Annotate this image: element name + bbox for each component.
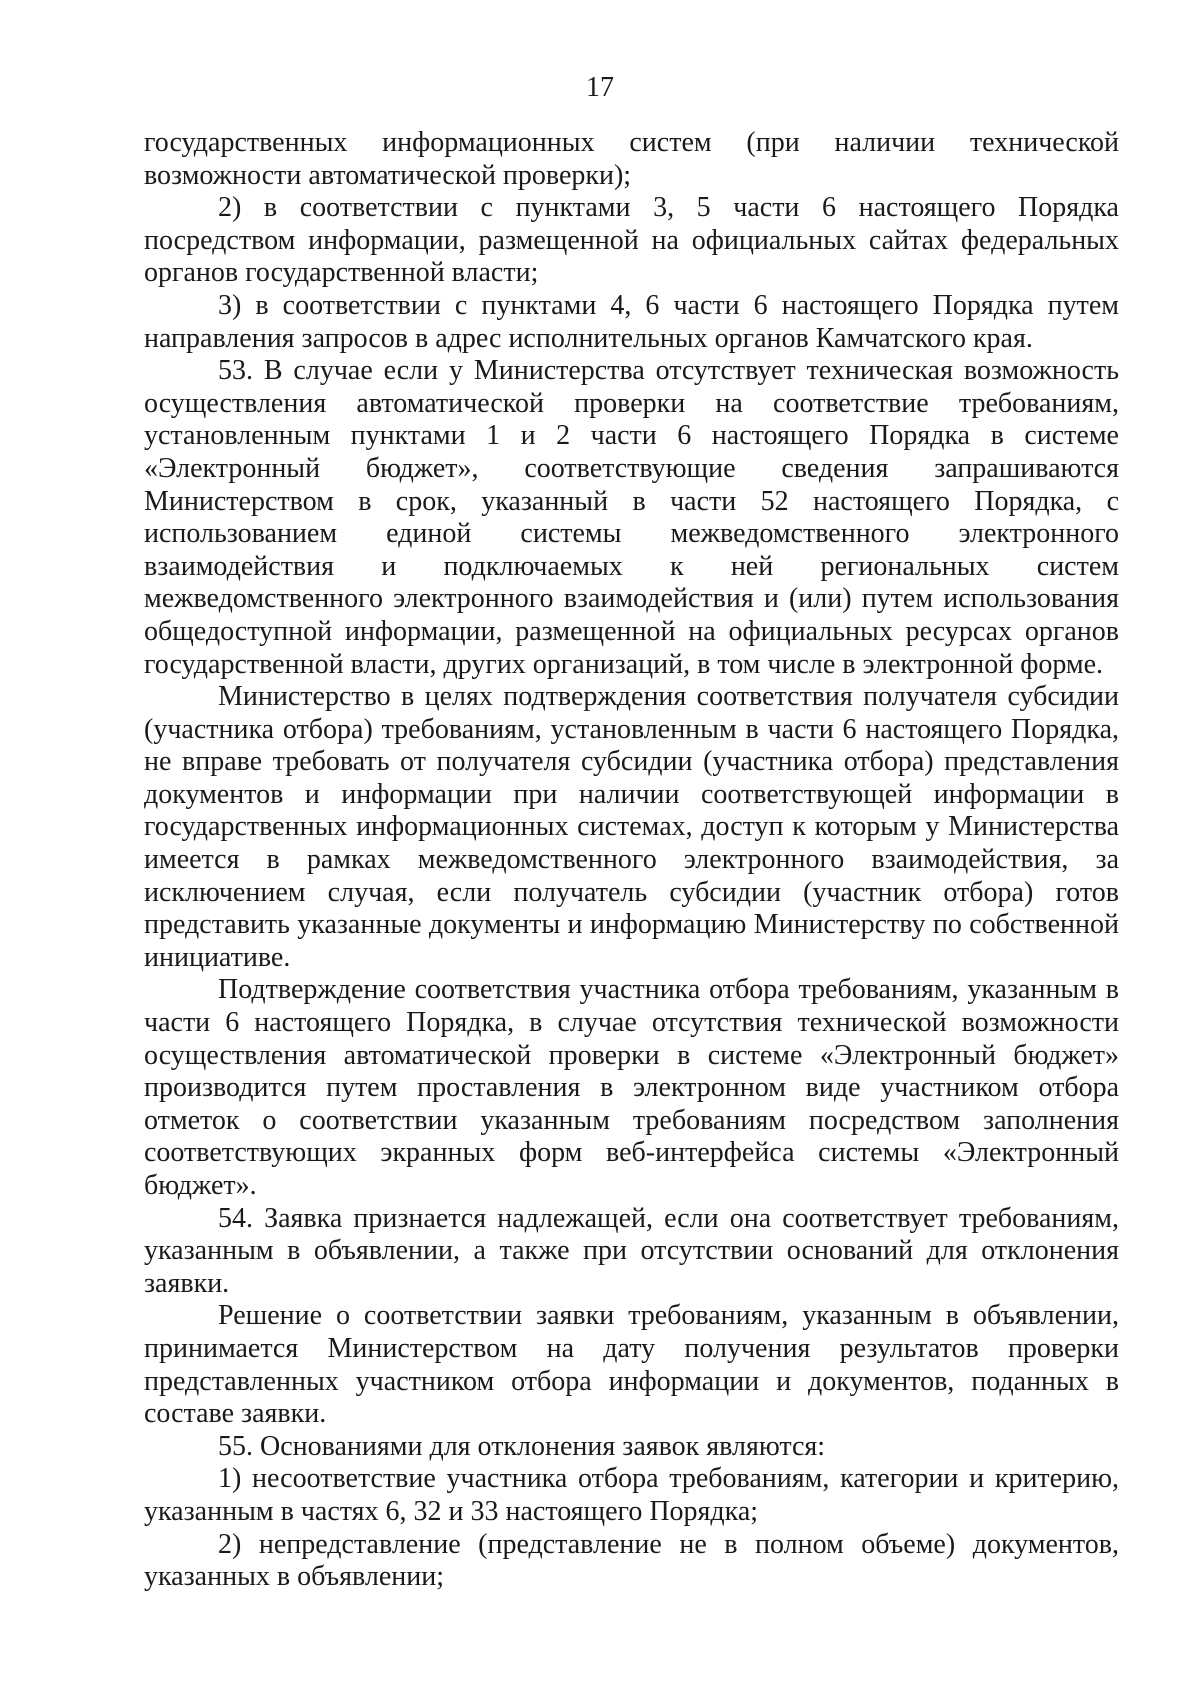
document-body [144, 127, 1119, 1594]
paragraph-item-3: 3) в соответствии с пунктами 4, 6 части 6 настоящего Порядка путем направления запросов в адрес исполнительных органов Камчатского края. [144, 289, 1119, 354]
paragraph-clause-54: 54. Заявка признается надлежащей, если она соответствует требованиям, указанным в объявлении, а также при отсутствии оснований для отклонения заявки. [144, 1202, 1119, 1299]
page-number: 17 [586, 72, 614, 103]
paragraph-reason-2: 2) непредставление (представление не в полном объеме) документов, указанных в объявлении; [144, 1528, 1119, 1593]
paragraph-clause-55: 55. Основаниями для отклонения заявок являются: [218, 1430, 826, 1462]
paragraph-ministry-requirements: Министерство в целях подтверждения соответствия получателя субсидии (участника отбора) требованиям, установленным в части 6 настоящего Порядка, не вправе требовать от получателя субсидии (участника отбора) представления документов и информации при наличии соответствующей информации в государственных информационных системах, доступ к которым у Министерства имеется в рамках межведомственного электронного взаимодействия, за исключением случая, если получатель субсидии (участник отбора) готов представить указанные документы и информацию Министерству по собственной инициативе. [144, 681, 1119, 973]
paragraph-clause-53: 53. В случае если у Министерства отсутствует техническая возможность осуществления автоматической проверки на соответствие требованиям, установленным пунктами 1 и 2 части 6 настоящего Порядка в системе «Электронный бюджет», соответствующие сведения запрашиваются Министерством в срок, указанный в части 52 настоящего Порядка, с использованием единой системы межведомственного электронного взаимодействия и подключаемых к ней региональных систем межведомственного электронного взаимодействия и (или) путем использования общедоступной информации, размещенной на официальных ресурсах органов государственной власти, других организаций, в том числе в электронной форме. [144, 355, 1119, 680]
paragraph-decision: Решение о соответствии заявки требованиям, указанным в объявлении, принимается Министерством на дату получения результатов проверки представленных участником отбора информации и документов, поданных в составе заявки. [144, 1300, 1119, 1430]
paragraph-item-2: 2) в соответствии с пунктами 3, 5 части 6 настоящего Порядка посредством информации, размещенной на официальных сайтах федеральных органов государственной власти; [144, 192, 1119, 289]
paragraph-continuation: государственных информационных систем (при наличии технической возможности автоматической проверки); [144, 127, 1119, 191]
paragraph-reason-1: 1) несоответствие участника отбора требованиям, категории и критерию, указанным в частях 6, 32 и 33 настоящего Порядка; [144, 1463, 1119, 1527]
paragraph-confirmation: Подтверждение соответствия участника отбора требованиям, указанным в части 6 настоящего Порядка, в случае отсутствия технической возможности осуществления автоматической проверки в системе «Электронный бюджет» производится путем проставления в электронном виде участником отбора отметок о соответствии указанным требованиям посредством заполнения соответствующих экранных форм веб-интерфейса системы «Электронный бюджет». [144, 974, 1119, 1201]
